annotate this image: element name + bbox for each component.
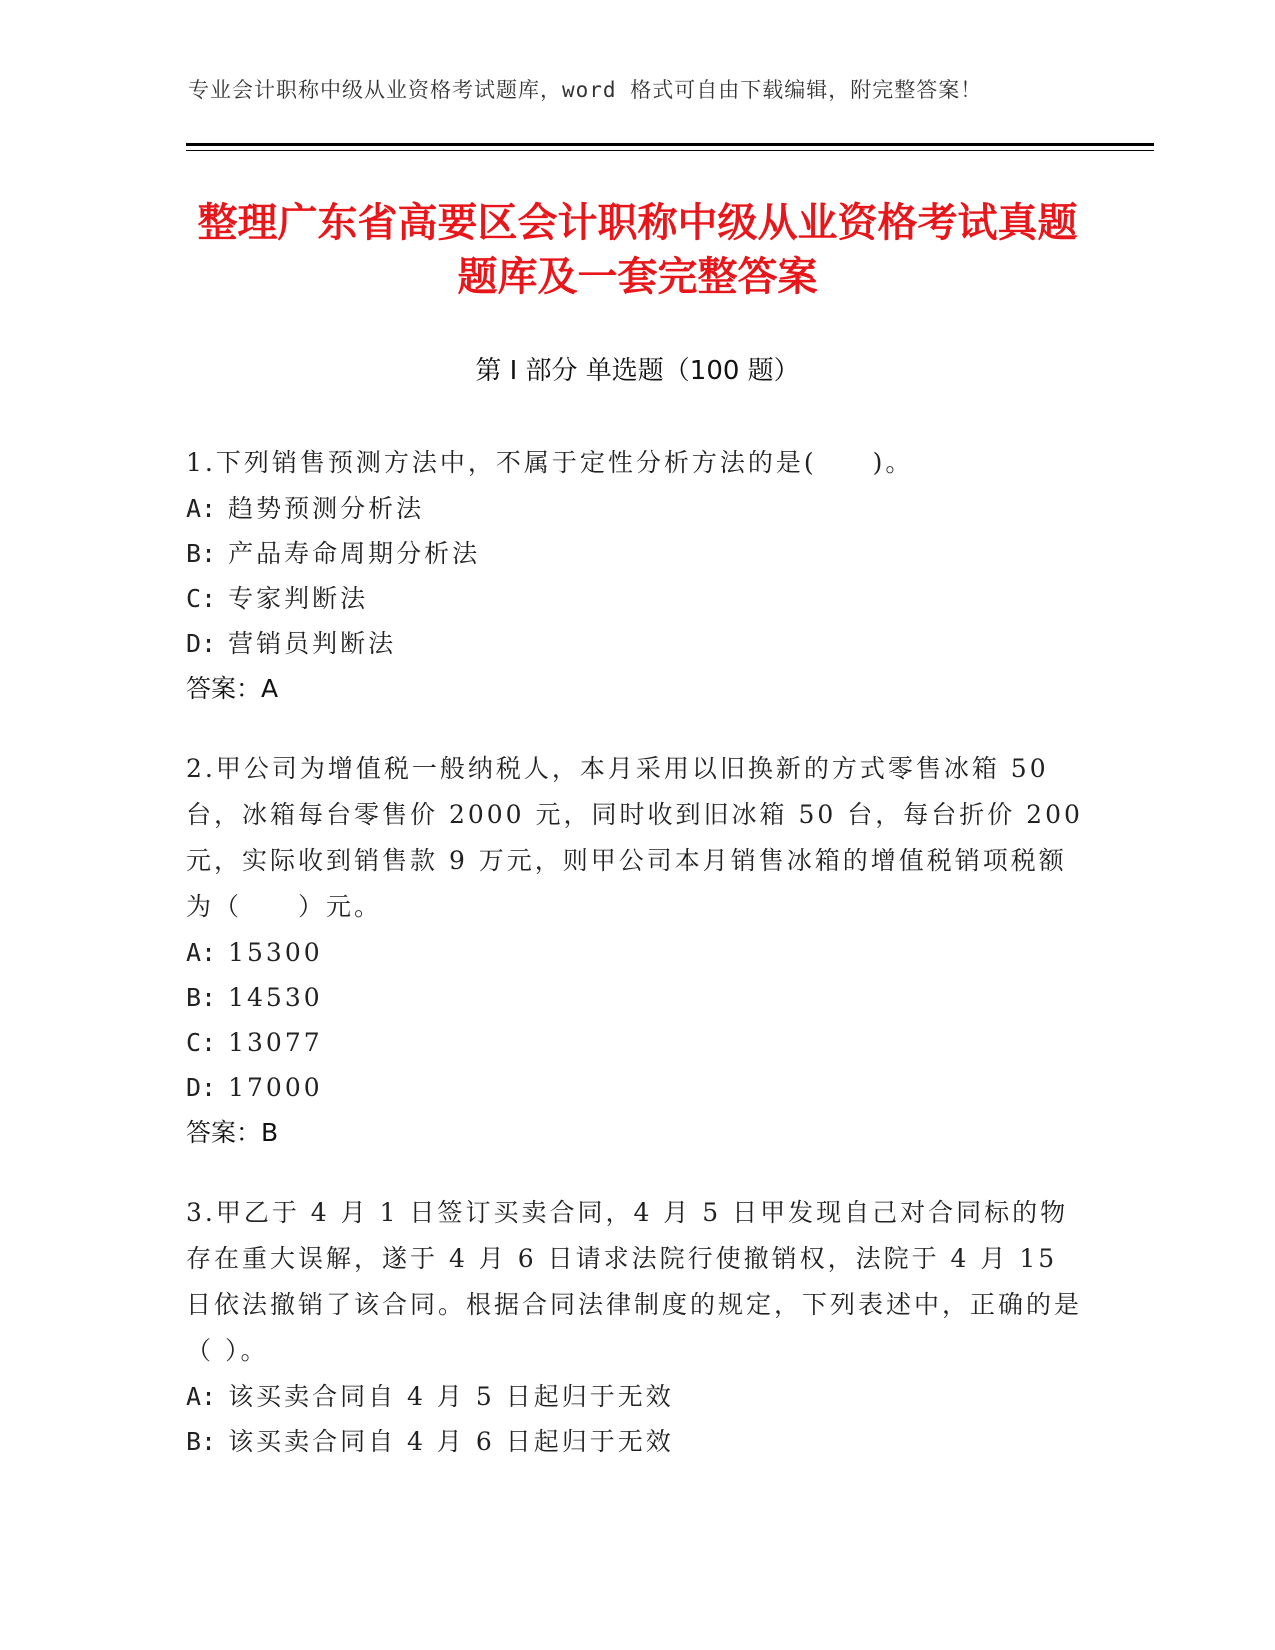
option-a — [186, 1374, 1086, 1419]
option-d — [186, 621, 1086, 666]
option-c — [186, 1020, 1086, 1065]
answer-label: 答案：A — [186, 674, 279, 703]
header-rule-thin — [186, 150, 1154, 151]
option-text: 该买卖合同自 4 月 5 日起归于无效 — [228, 1382, 674, 1411]
option-text: 营销员判断法 — [228, 629, 397, 658]
option-text: 17000 — [228, 1073, 323, 1102]
section-title: 第 I 部分 单选题（100 题） — [475, 356, 800, 386]
question-list — [186, 440, 1086, 1498]
option-text: 专家判断法 — [228, 584, 369, 613]
question-stem: 1.下列销售预测方法中，不属于定性分析方法的是( )。 — [186, 448, 914, 477]
option-letter: B: — [186, 983, 217, 1012]
option-a — [186, 930, 1086, 975]
option-a — [186, 486, 1086, 531]
option-text: 产品寿命周期分析法 — [228, 539, 481, 568]
option-b — [186, 1419, 1086, 1464]
header-rule-thick — [186, 143, 1154, 146]
option-letter: A: — [186, 938, 217, 967]
option-letter: C: — [186, 584, 217, 613]
answer-label: 答案：B — [186, 1118, 279, 1147]
option-letter: D: — [186, 1073, 217, 1102]
option-text: 趋势预测分析法 — [228, 494, 425, 523]
option-text: 15300 — [228, 938, 323, 967]
document-title: 整理广东省高要区会计职称中级从业资格考试真题题库及一套完整答案 — [197, 200, 1078, 300]
option-letter: A: — [186, 494, 217, 523]
option-c — [186, 576, 1086, 621]
option-b — [186, 531, 1086, 576]
option-letter: B: — [186, 1427, 217, 1456]
option-letter: D: — [186, 629, 217, 658]
option-letter: B: — [186, 539, 217, 568]
question-stem: 3.甲乙于 4 月 1 日签订买卖合同，4 月 5 日甲发现自己对合同标的物存在重大误解，遂于 4 月 6 日请求法院行使撤销权，法院于 4 月 15 日依法撤销了该合同。根据合同法律制度的规定，下列表述中，正确的是（ ）。 — [186, 1198, 1083, 1365]
option-letter: C: — [186, 1028, 217, 1057]
option-b — [186, 975, 1086, 1020]
option-text: 13077 — [228, 1028, 323, 1057]
question-1 — [186, 440, 1086, 712]
question-2 — [186, 746, 1086, 1156]
question-3 — [186, 1190, 1086, 1464]
option-letter: A: — [186, 1382, 217, 1411]
option-text: 该买卖合同自 4 月 6 日起归于无效 — [228, 1427, 674, 1456]
option-d — [186, 1065, 1086, 1110]
page-header: 专业会计职称中级从业资格考试题库，word 格式可自由下载编辑，附完整答案！ — [188, 78, 983, 102]
question-stem: 2.甲公司为增值税一般纳税人，本月采用以旧换新的方式零售冰箱 50 台，冰箱每台零售价 2000 元，同时收到旧冰箱 50 台，每台折价 200 元，实际收到销售款 9 万元，则甲公司本月销售冰箱的增值税销项税额为（ ）元。 — [186, 754, 1083, 921]
option-text: 14530 — [228, 983, 323, 1012]
